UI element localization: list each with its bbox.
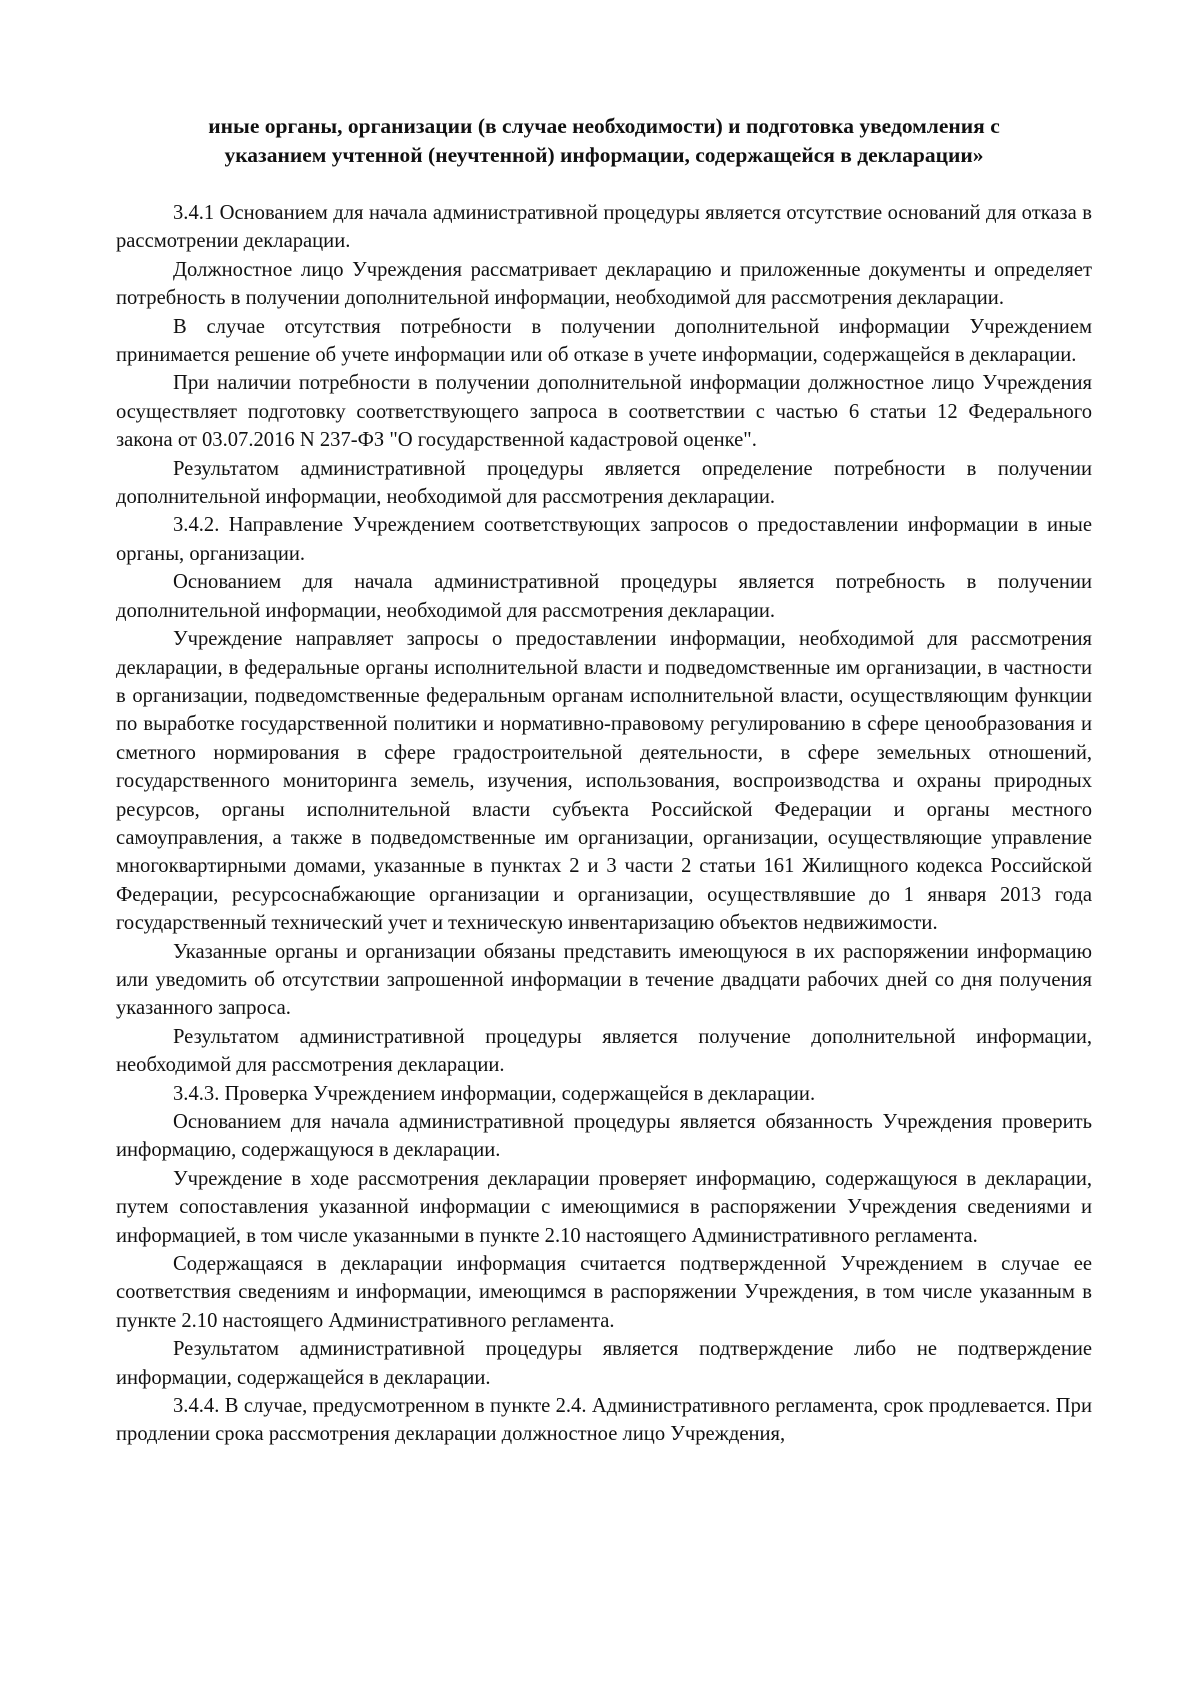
paragraph: Результатом административной процедуры является подтверждение либо не подтверждение информации, содержащейся в декларации. bbox=[116, 1338, 1092, 1389]
paragraph-3-4-4: 3.4.4. В случае, предусмотренном в пункте 2.4. Административного регламента, срок продлевается. При продлении срока рассмотрения декларации должностное лицо Учреждения, bbox=[116, 1395, 1092, 1446]
paragraph: В случае отсутствия потребности в получении дополнительной информации Учреждением принимается решение об учете информации или об отказе в учете информации, содержащейся в декларации. bbox=[116, 315, 1092, 367]
paragraph-3-4-3: 3.4.3. Проверка Учреждением информации, содержащейся в декларации. bbox=[173, 1082, 816, 1105]
paragraph: Указанные органы и организации обязаны представить имеющуюся в их распоряжении информацию или уведомить об отсутствии запрошенной информации в течение двадцати рабочих дней со дня получения указанного запроса. bbox=[116, 940, 1092, 1020]
section-heading bbox=[116, 112, 1092, 170]
paragraph-3-4-2: 3.4.2. Направление Учреждением соответствующих запросов о предоставлении информации в иные органы, организации. bbox=[116, 514, 1092, 565]
paragraph-3-4-1: 3.4.1 Основанием для начала административной процедуры является отсутствие оснований для отказа в рассмотрении декларации. bbox=[116, 202, 1092, 253]
paragraph: Основанием для начала административной процедуры является потребность в получении дополнительной информации, необходимой для рассмотрения декларации. bbox=[116, 571, 1092, 622]
paragraph: Результатом административной процедуры является получение дополнительной информации, необходимой для рассмотрения декларации. bbox=[116, 1025, 1092, 1077]
paragraph: Должностное лицо Учреждения рассматривает декларацию и приложенные документы и определяет потребность в получении дополнительной информации, необходимой для рассмотрения декларации. bbox=[116, 258, 1092, 310]
paragraph: Основанием для начала административной процедуры является обязанность Учреждения проверить информацию, содержащуюся в декларации. bbox=[116, 1111, 1092, 1162]
paragraph: Содержащаяся в декларации информация считается подтвержденной Учреждением в случае ее соответствия сведениям и информации, имеющимся в распоряжении Учреждения, в том числе указанным в пункте 2.10 настоящего Административного регламента. bbox=[116, 1253, 1092, 1332]
paragraph: Результатом административной процедуры является определение потребности в получении дополнительной информации, необходимой для рассмотрения декларации. bbox=[116, 457, 1092, 509]
heading-line-2: указанием учтенной (неучтенной) информации, содержащейся в декларации» bbox=[224, 143, 984, 167]
paragraph: Учреждение направляет запросы о предоставлении информации, необходимой для рассмотрения декларации, в федеральные органы исполнительной власти и подведомственные им организации, в частности в организации, подведомственные федеральным органам исполнительной власти, осуществляющим функции по выработке государственной политики и нормативно-правовому регулированию в сфере ценообразования и сметного нормирования в сфере градостроительной деятельности, в сфере земельных отношений, государственного мониторинга земель, изучения, использования, воспроизводства и охраны природных ресурсов, органы исполнительной власти субъекта Российской Федерации и органы местного самоуправления, а также в подведомственные им организации, организации, осуществляющие управление многоквартирными домами, указанные в пунктах 2 и 3 части 2 статьи 161 Жилищного кодекса Российской Федерации, ресурсоснабжающие организации и организации, осуществлявшие до 1 января 2013 года государственный технический учет и техническую инвентаризацию объектов недвижимости. bbox=[116, 628, 1092, 935]
paragraph: При наличии потребности в получении дополнительной информации должностное лицо Учреждения осуществляет подготовку соответствующего запроса в соответствии с частью 6 статьи 12 Федерального закона от 03.07.2016 N 237-ФЗ "О государственной кадастровой оценке". bbox=[116, 372, 1092, 452]
heading-line-1: иные органы, организации (в случае необходимости) и подготовка уведомления с bbox=[208, 114, 1000, 138]
document-page bbox=[116, 112, 1092, 1449]
paragraph: Учреждение в ходе рассмотрения декларации проверяет информацию, содержащуюся в декларации, путем сопоставления указанной информации с имеющимися в распоряжении Учреждения сведениями и информацией, в том числе указанными в пункте 2.10 настоящего Административного регламента. bbox=[116, 1167, 1092, 1247]
